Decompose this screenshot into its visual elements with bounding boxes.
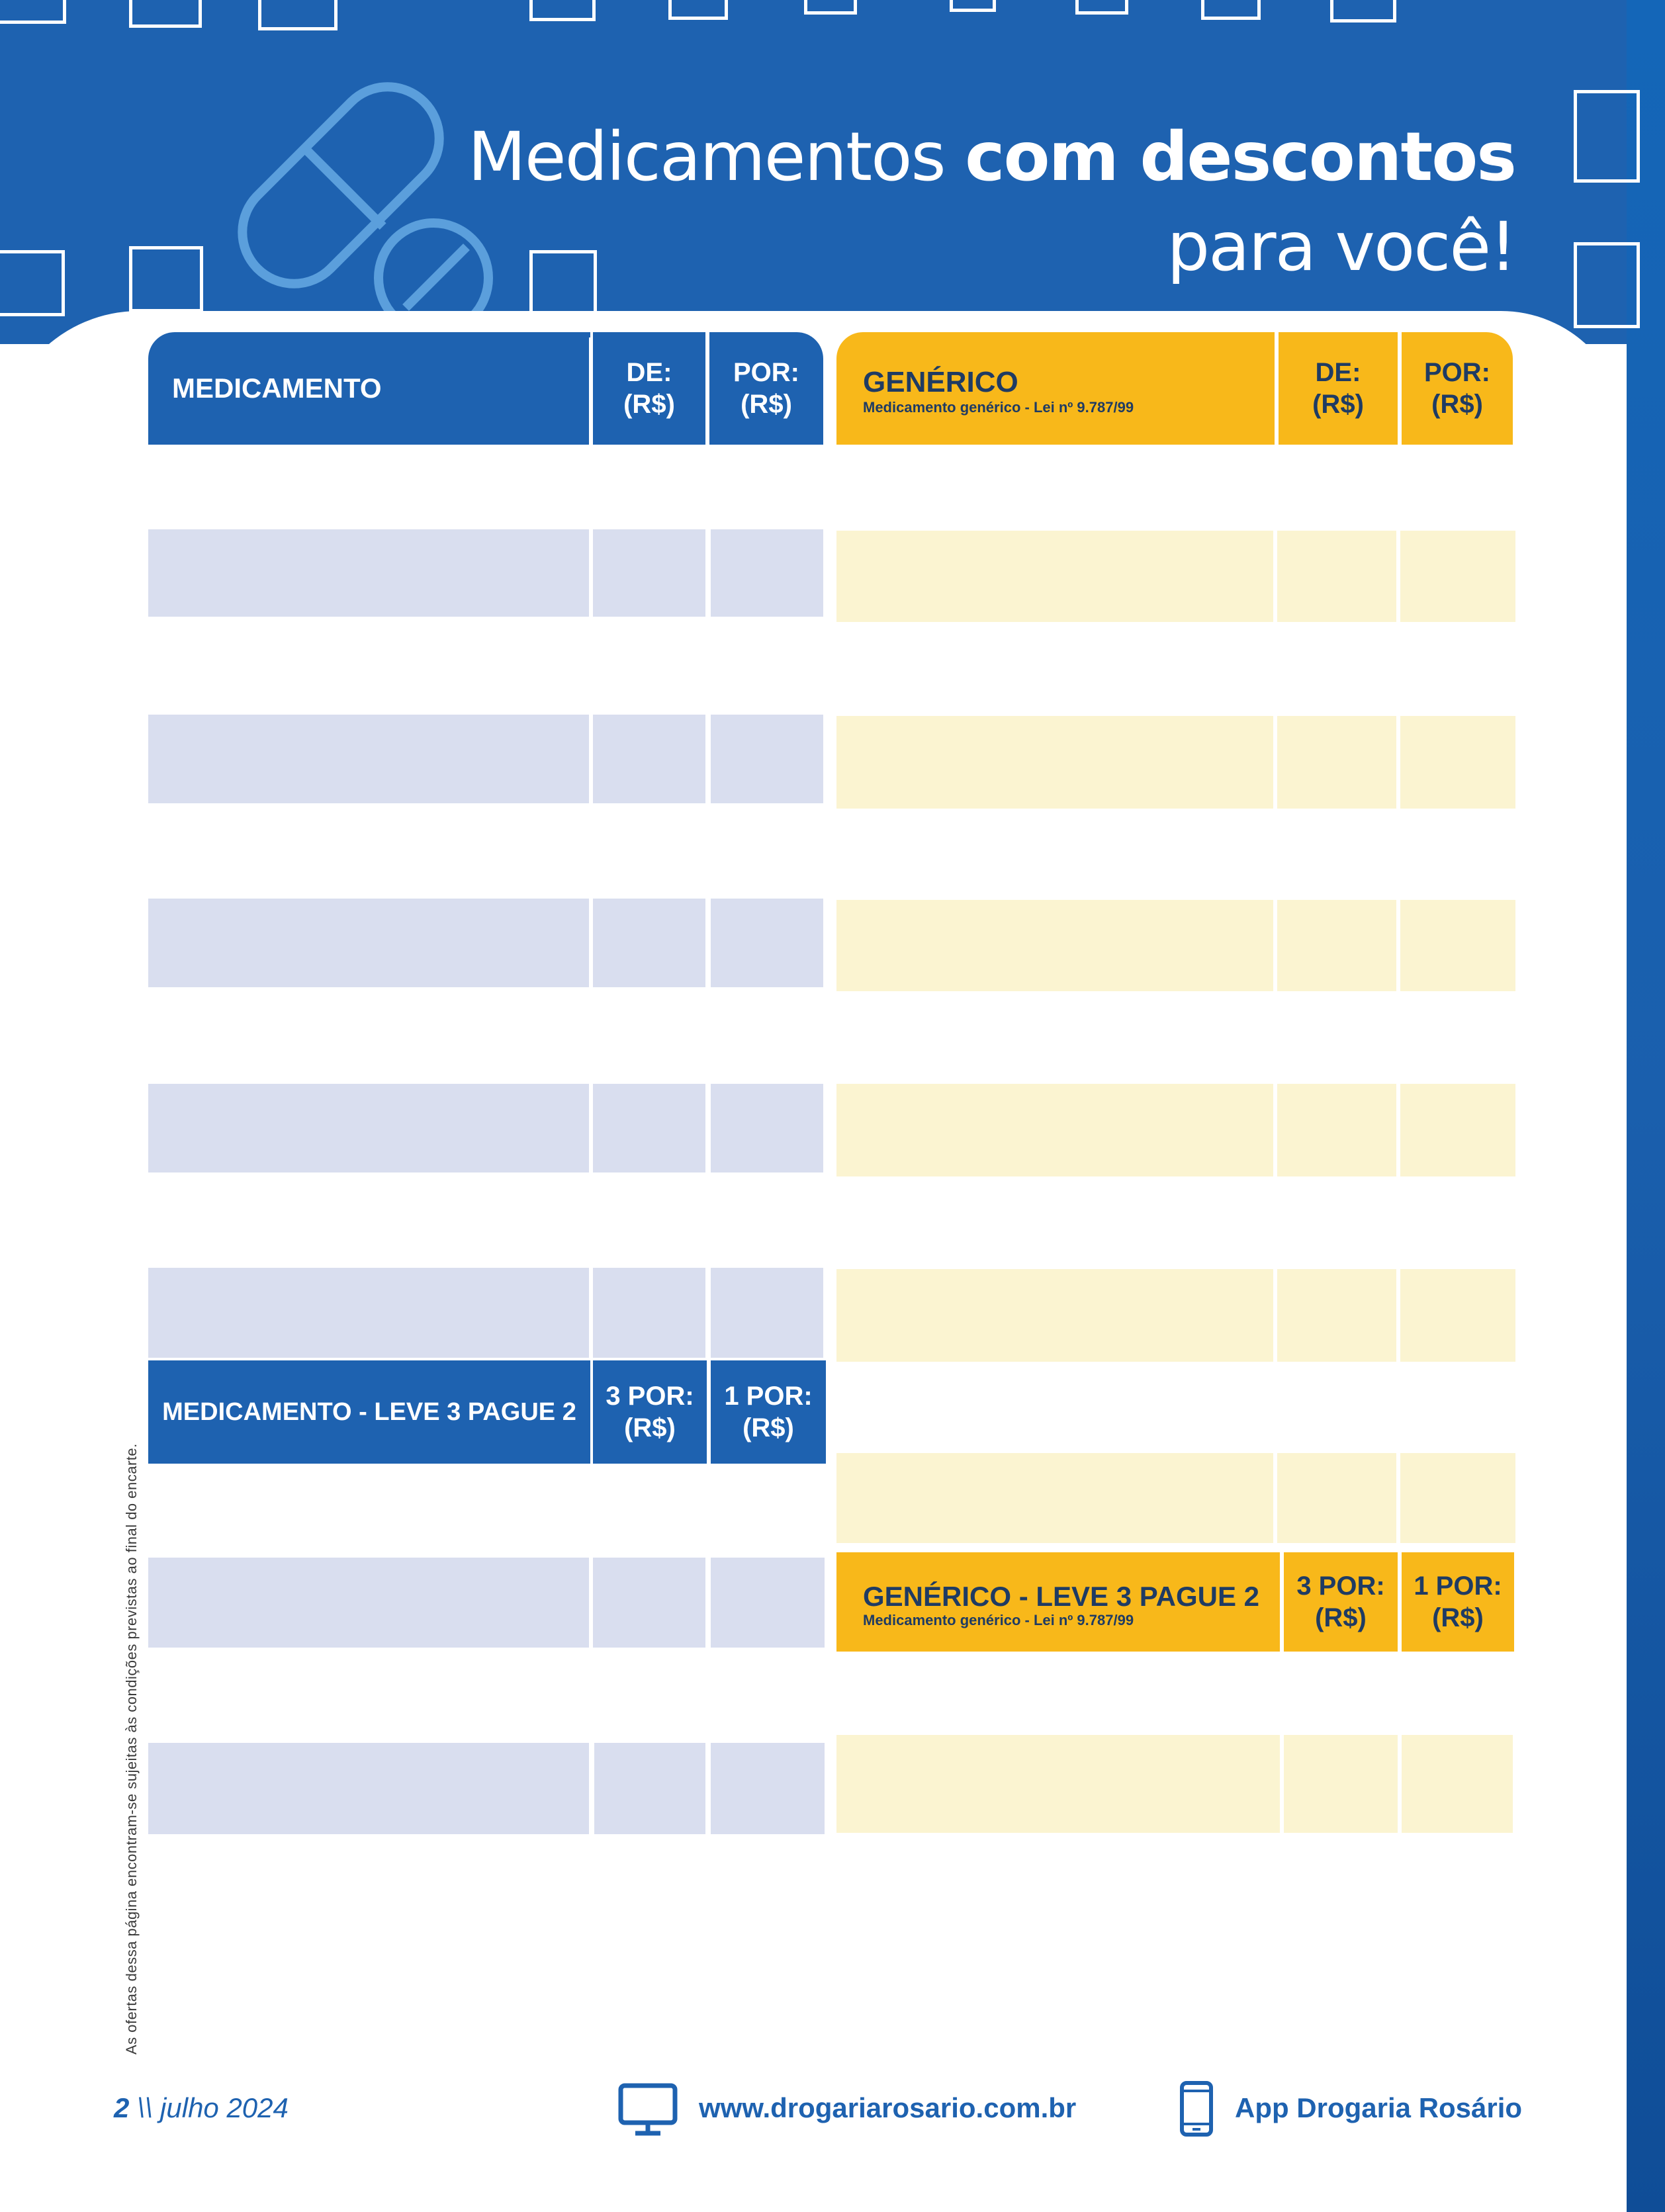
table-cell xyxy=(1284,1735,1398,1833)
decor-square xyxy=(0,250,65,316)
edition-date: julho 2024 xyxy=(160,2092,289,2123)
table-cell xyxy=(594,1743,705,1834)
title-line2: para você! xyxy=(1167,208,1515,287)
offers-disclaimer: As ofertas dessa página encontram-se sujeitas às condições previstas ao final do encarte. xyxy=(123,1443,140,2055)
generico-header xyxy=(836,332,1275,445)
page-footer-date xyxy=(114,2092,289,2124)
generico-por-header xyxy=(1402,332,1513,445)
table-row-generico xyxy=(836,900,1273,991)
currency-label: (R$) xyxy=(1315,1603,1367,1632)
table-row-medicamento xyxy=(148,715,589,803)
generico-label: GENÉRICO xyxy=(863,366,1018,398)
decor-square xyxy=(529,0,596,21)
table-row-medicamento xyxy=(148,1268,589,1358)
separator: \\ xyxy=(137,2092,153,2123)
medicamento-leve3-col1-header xyxy=(593,1360,707,1464)
table-cell xyxy=(1277,900,1396,991)
decor-square xyxy=(1330,0,1396,22)
table-cell xyxy=(1400,716,1515,809)
table-cell xyxy=(711,1558,825,1648)
three-por-label: 3 POR: xyxy=(1296,1571,1385,1601)
table-cell xyxy=(711,1743,825,1834)
table-cell xyxy=(1400,1453,1515,1543)
medicamento-label: MEDICAMENTO xyxy=(172,373,382,404)
smartphone-icon xyxy=(1179,2080,1214,2137)
three-por-label: 3 POR: xyxy=(606,1382,694,1411)
generico-leve3-header xyxy=(836,1552,1280,1652)
table-cell xyxy=(711,899,823,987)
medicamento-leve3-label: MEDICAMENTO - LEVE 3 PAGUE 2 xyxy=(162,1397,576,1426)
column-divider xyxy=(705,337,709,445)
table-cell xyxy=(1400,1084,1515,1176)
table-cell xyxy=(1277,716,1396,809)
table-cell xyxy=(593,715,705,803)
medicamento-de-header xyxy=(593,332,705,445)
one-por-label: 1 POR: xyxy=(724,1382,813,1411)
website-link[interactable]: www.drogariarosario.com.br xyxy=(699,2092,1077,2123)
table-cell xyxy=(711,715,823,803)
page-title xyxy=(468,112,1515,292)
por-label: POR: xyxy=(733,358,799,387)
currency-label: (R$) xyxy=(624,1413,676,1442)
table-row-medicamento-leve3 xyxy=(148,1743,589,1834)
table-row-medicamento-leve3 xyxy=(148,1558,589,1648)
table-cell xyxy=(593,1268,705,1358)
generico-leve3-col2-header xyxy=(1402,1552,1514,1652)
table-row-generico xyxy=(836,1084,1273,1176)
currency-label: (R$) xyxy=(1312,390,1364,419)
currency-label: (R$) xyxy=(741,390,792,419)
decor-square xyxy=(129,246,203,312)
table-cell xyxy=(593,1084,705,1172)
table-row-medicamento xyxy=(148,529,589,617)
decor-square xyxy=(1574,242,1640,328)
table-cell xyxy=(711,1268,823,1358)
table-cell xyxy=(1402,1735,1513,1833)
de-label: DE: xyxy=(626,358,672,387)
medicamento-por-header xyxy=(709,332,823,445)
generico-law-label: Medicamento genérico - Lei nº 9.787/99 xyxy=(863,399,1134,416)
decor-square xyxy=(1075,0,1128,15)
decor-square xyxy=(804,0,857,15)
currency-label: (R$) xyxy=(1432,1603,1484,1632)
medicamento-leve3-header xyxy=(148,1360,590,1464)
title-regular: Medicamentos xyxy=(467,118,966,197)
decor-square xyxy=(1201,0,1261,20)
table-row-generico xyxy=(836,531,1273,622)
table-cell xyxy=(1277,1453,1396,1543)
table-cell xyxy=(1400,1269,1515,1362)
currency-label: (R$) xyxy=(742,1413,794,1442)
table-cell xyxy=(593,529,705,617)
decor-square xyxy=(258,0,338,30)
table-cell xyxy=(711,529,823,617)
decor-square xyxy=(129,0,202,28)
generico-leve3-law-label: Medicamento genérico - Lei nº 9.787/99 xyxy=(863,1612,1134,1628)
side-strip xyxy=(1627,0,1665,2212)
decor-square xyxy=(950,0,996,12)
table-cell xyxy=(593,899,705,987)
title-bold: com descontos xyxy=(965,118,1515,197)
table-cell xyxy=(1400,531,1515,622)
por-label: POR: xyxy=(1424,358,1490,387)
table-cell xyxy=(1400,900,1515,991)
table-row-generico xyxy=(836,1269,1273,1362)
one-por-label: 1 POR: xyxy=(1414,1571,1502,1601)
table-row-generico-leve3 xyxy=(836,1735,1280,1833)
currency-label: (R$) xyxy=(1431,390,1483,419)
table-row-generico xyxy=(836,1453,1273,1543)
table-cell xyxy=(1277,531,1396,622)
table-row-medicamento xyxy=(148,899,589,987)
table-row-generico xyxy=(836,716,1273,809)
generico-de-header xyxy=(1279,332,1398,445)
column-divider xyxy=(1275,343,1279,445)
table-cell xyxy=(711,1084,823,1172)
table-cell xyxy=(1277,1269,1396,1362)
table-cell xyxy=(593,1558,705,1648)
generico-leve3-label: GENÉRICO - LEVE 3 PAGUE 2 xyxy=(863,1581,1260,1612)
decor-square xyxy=(668,0,728,20)
decor-square xyxy=(0,0,66,24)
page-number: 2 xyxy=(114,2092,130,2123)
column-divider xyxy=(589,337,593,445)
table-row-medicamento xyxy=(148,1084,589,1172)
column-divider xyxy=(1398,343,1402,445)
decor-square xyxy=(1574,90,1640,183)
medicamento-leve3-col2-header xyxy=(711,1360,826,1464)
generico-leve3-col1-header xyxy=(1284,1552,1398,1652)
currency-label: (R$) xyxy=(623,390,675,419)
app-link[interactable]: App Drogaria Rosário xyxy=(1235,2092,1523,2123)
table-cell xyxy=(1277,1084,1396,1176)
medicamento-header xyxy=(148,332,590,445)
de-label: DE: xyxy=(1315,358,1361,387)
monitor-icon xyxy=(618,2083,678,2137)
